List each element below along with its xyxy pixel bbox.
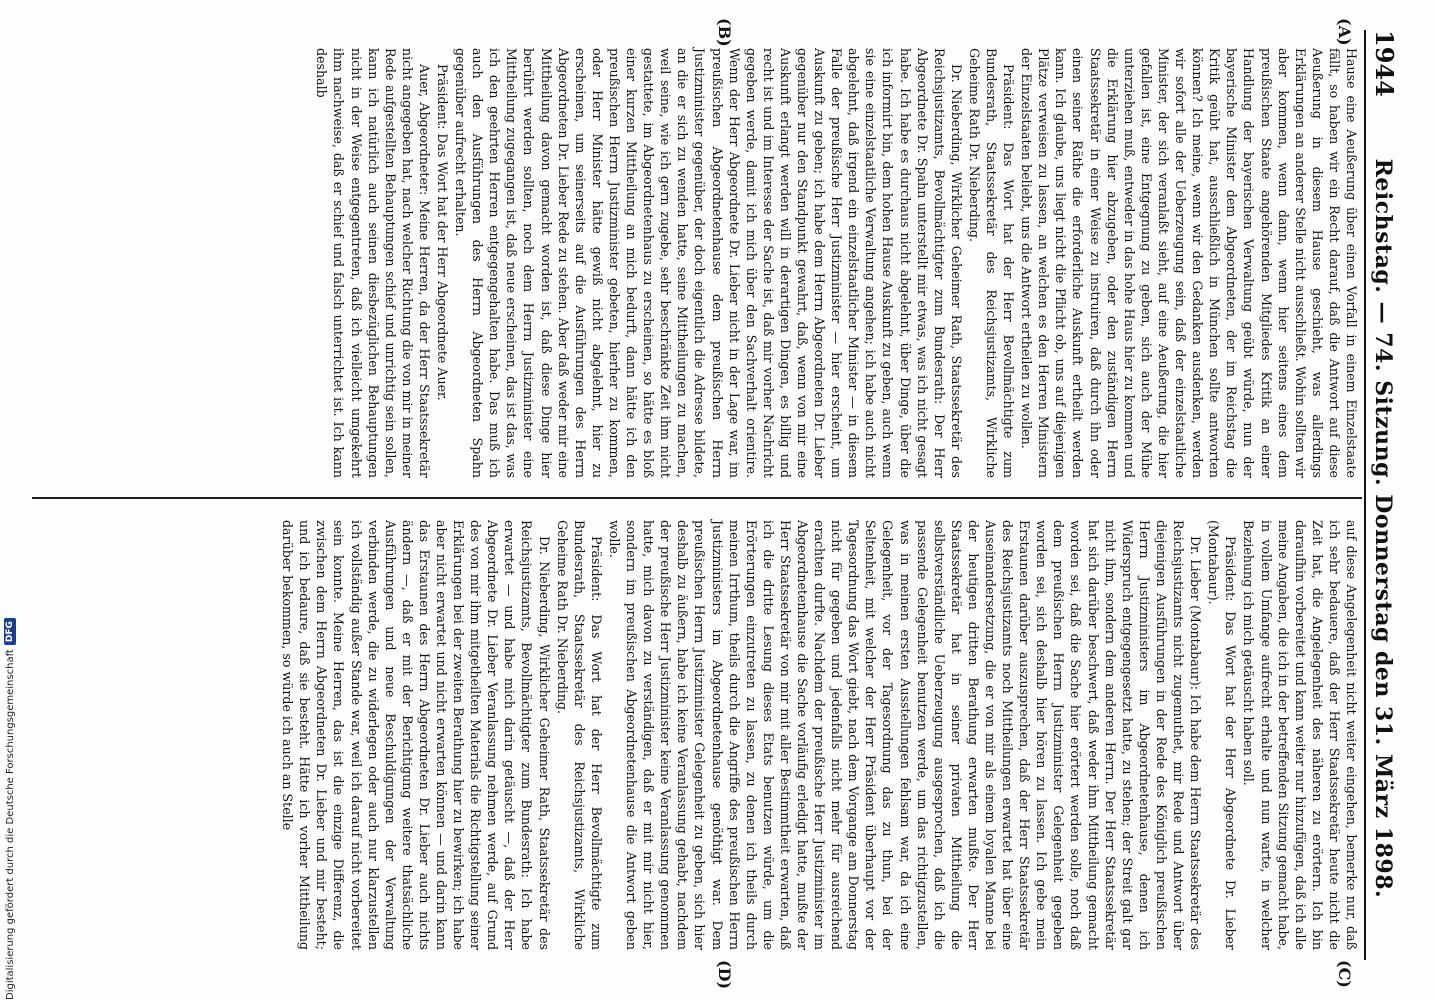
digitization-credit <box>4 618 16 1000</box>
right-column <box>278 520 1360 950</box>
margin-mark-c: (C) <box>1335 960 1354 988</box>
left-column <box>312 48 1360 478</box>
margin-mark-d: (D) <box>715 960 734 990</box>
dfg-logo: DFG <box>4 618 16 645</box>
paragraph: Hause eine Aeußerung über einen Vorfall in einem Einzelstaate fällt, so haben wir ein Recht darauf, daß die Antwort auf diese Aeußerung in diesem Hause geschieht, was allerdings Erklärungen an anderer Stelle nicht ausschließt. Wohin sollten wir aber kommen, wenn dann, wenn hier seitens eines dem preußischen Staate angehörenden Mitgliedes Kritik an einer Handlung der bayerischen Verwaltung geübt würde, nun der bayerische Minister dem Abgeordneten, der im Reichstag die Kritik geübt hat, ausschließlich in München sollte antworten können? Ich meine, wenn wir den Gedanken ausdenken, werden wir sofort alle der Ueberzeugung sein, daß der einzelstaatliche Minister, der sich veranlaßt sieht, auf eine Aeußerung, die hier gefallen ist, eine Entgegnung zu geben, sich auch der Mühe unterziehen muß, entweder in das hohe Haus hier zu kommen und die Erklärung hier abzugeben, oder den zuständigen Herrn Staatssekretär in einer Weise zu instruiren, daß durch ihn oder einen seiner Räthe die erforderliche Auskunft ertheilt werden kann. Ich glaube, uns liegt nicht die Pflicht ob, uns auf diejenigen Plätze verweisen zu lassen, an welchen es den Herren Ministern der Einzelstaaten beliebt, uns die Antwort ertheilen zu wollen. <box>1019 48 1359 478</box>
margin-mark-b: (B) <box>715 18 734 47</box>
credit-text: Digitalisierung gefördert durch die Deutsche Forschungsgemeinschaft <box>4 649 16 1000</box>
paragraph: Auer, Abgeordneter: Meine Herren, da der Herr Staatssekretär nicht angegeben hat, nach welcher Richtung die von mir in meiner Rede aufgestellten Behauptungen schief und unrichtig sein sollen, kann ich natürlich auch seinen diesbezüglichen Behauptungen nicht in der Weise entgegentreten, daß ich vielleicht umgekehrt ihm nachweise, daß er schief und falsch unterrichtet ist. Ich kann deshalb <box>314 48 432 478</box>
column-divider <box>32 497 1362 499</box>
page-title: Reichstag. — 74. Sitzung. Donnerstag den 31. März 1898. <box>1370 158 1396 899</box>
margin-mark-a: (A) <box>1335 18 1354 46</box>
page-number: 1944 <box>1370 30 1399 97</box>
paragraph: auf diese Angelegenheit nicht weiter eingehen, bemerke nur, daß ich sehr bedauere, daß der Herr Staatssekretär heute nicht die Zeit hat, die Angelegenheit des näheren zu erörtern. Ich bin daraufhin vorbereitet und kann weiter nur hinzufügen, daß ich alle meine Angaben, die ich in der betreffenden Sitzung gemacht habe, in vollem Umfange aufrecht erhalte und nun warte, in welcher Beziehung ich mich getäuscht haben soll. <box>1241 520 1359 950</box>
paragraph: Dr. Nieberding, Wirklicher Geheimer Rath, Staatssekretär des Reichsjustizamts, Bevollmächtigter zum Bundesrath: Ich habe erwartet — und habe mich darin getäuscht —, daß der Herr Abgeordnete Dr. Lieber Veranlassung nehmen werde, auf Grund des von mir ihm mitgetheilten Materials die Richtigstellung seiner Erklärungen bei der zweiten Berathung hier zu bewirken; ich habe aber nicht erwartet und nicht erwarten können — und darin kann das Erstaunen des Herrn Abgeordneten Dr. Lieber auch nichts ändern —, daß er mit der Berichtigung weitere thatsächliche Ausführungen und neue Beschuldigungen der Verwaltung verbinden werde, die zu widerlegen oder auch nur klarzustellen ich vollständig außer Stande war, weil ich darauf nicht vorbereitet sein konnte. Meine Herren, das ist die einzige Differenz, die zwischen dem Herrn Abgeordneten Dr. Lieber und mir besteht; und ich bedaure, daß sie besteht. Hätte ich vorher Mittheilung darüber bekommen, so würde ich auch an Stelle <box>280 520 552 950</box>
paragraph: Präsident: Das Wort hat der Herr Bevollmächtigte zum Bundesrath, Staatssekretär des Reichsjustizamts, Wirkliche Geheime Rath Dr. Nieberding. <box>554 520 604 950</box>
paragraph: Dr. Lieber (Montabaur): Ich habe dem Herrn Staatssekretär des Reichsjustizamts nicht zugemuthet, mir Rede und Antwort über diejenigen Ausführungen in der Rede des Königlich preußischen Herrn Justizministers im Abgeordnetenhause, denen ich Widerspruch entgegengesetzt hatte, zu stehen; der Streit galt gar nicht ihm, sondern dem anderen Herrn. Der Herr Staatssekretär hat sich darüber beschwert, daß weder ihm Mittheilung gemacht worden sei, daß die Sache hier erörtert werden solle, noch daß dem preußischen Herrn Justizminister Gelegenheit gegeben worden sei, sich deshalb hier hören zu lassen. Ich gebe mein Erstaunen darüber auszusprechen, daß der Herr Staatssekretär des Reichsjustizamts noch Mittheilungen erwartet hat über eine Auseinandersetzung, die er von mir als einem loyalen Manne bei der heutigen dritten Berathung erwarten mußte. Der Herr Staatssekretär hat in seiner privaten Mittheilung die selbstverständliche Ueberzeugung ausgesprochen, daß ich die passende Gelegenheit benutzen werde, um das richtigzustellen, was in meinen ersten Ausstellungen fehlsam war, da ich eine Gelegenheit, vor der Tagesordnung das zu thun, bei der Seltenheit, mit welcher der Herr Präsident überhaupt vor der Tagesordnung das Wort giebt, nach dem Vorgange am Donnerstag nicht für gegeben und jedenfalls nicht mehr für ausreichend erachten durfte. Nachdem der preußische Herr Justizminister im Abgeordnetenhause die Sache vorläufig erledigt hatte, mußte der Herr Staatssekretär von mir mit aller Bestimmtheit erwarten, daß ich die dritte Lesung dieses Etats benutzen würde, um die Erörterungen einzutreten zu lassen, zu denen ich theils durch meinen Irrthum, theils durch die Angriffe des preußischen Herrn Justizministers im Abgeordnetenhause genöthigt war. Dem preußischen Herrn Justizminister Gelegenheit zu geben, sich hier deshalb zu äußern, habe ich keine Veranlassung gehabt, nachdem der preußische Herr Justizminister keine Veranlassung genommen hatte, mich davon zu verständigen, daß er mit mir nicht hier, sondern im preußischen Abgeordnetenhause die Antwort geben wolle. <box>606 520 1204 950</box>
paragraph: Präsident: Das Wort hat der Herr Abgeordnete Dr. Lieber (Montabaur). <box>1206 520 1239 950</box>
page-header <box>1364 30 1410 960</box>
paragraph: Dr. Nieberding, Wirklicher Geheimer Rath, Staatssekretär des Reichsjustizamts, Bevollmächtigter zum Bundesrath: Der Herr Abgeordnete Dr. Spahn unterstellt mir etwas, was ich nicht gesagt habe. Ich habe es durchaus nicht abgelehnt, über Dinge, über die ich informirt bin, dem hohen Hause Auskunft zu geben, auch wenn sie eine einzelstaatliche Verwaltung angehen; ich habe auch nicht abgelehnt, daß irgend ein einzelstaatlicher Minister — in diesem Falle der preußische Herr Justizminister — hier erscheint, um Auskunft zu geben; ich habe dem Herrn Abgeordneten Dr. Lieber gegenüber nur den Standpunkt gewahrt, daß, wenn von mir eine Auskunft erlangt werden will in derartigen Dingen, es billig und recht ist und im Interesse der Sache ist, daß mir vorher Nachricht gegeben werde, damit ich mich über den Sachverhalt orientire. Wenn der Herr Abgeordnete Dr. Lieber nicht in der Lage war, im preußischen Abgeordnetenhause dem preußischen Herrn Justizminister gegenüber, der doch eigentlich die Adresse bildete, an die er sich zu wenden hatte, seine Mittheilungen zu machen, weil seine, wie ich gern zugebe, sehr beschränkte Zeit ihm nicht gestattete, im Abgeordnetenhaus zu erscheinen, so hätte es bloß einer kurzen Mittheilung an mich bedurft, dann hätte ich den preußischen Herrn Justizminister gebeten, hierher zu kommen, oder Herr Minister hätte gewiß nicht abgelehnt, hier zu erscheinen, um seinerseits auf die Ausführungen des Herrn Abgeordneten Dr. Lieber Rede zu stehen. Aber daß weder mir eine Mittheilung davon gemacht worden ist, daß diese Dinge hier berührt werden sollten, noch dem Herrn Justizminister eine Mittheilung zugegangen ist, daß neue erscheinen, das ist das, was ich den geehrten Herren entgegengehalten habe. Das muß ich auch den Ausführungen des Herrn Abgeordneten Spahn gegenüber aufrecht erhalten. <box>453 48 964 478</box>
paragraph: Präsident: Das Wort hat der Herr Abgeordnete Auer. <box>435 64 451 401</box>
paragraph: Präsident: Das Wort hat der Herr Bevollmächtigte zum Bundesrath, Staatssekretär des Reichsjustizamts, Wirkliche Geheime Rath Dr. Nieberding. <box>966 48 1017 478</box>
